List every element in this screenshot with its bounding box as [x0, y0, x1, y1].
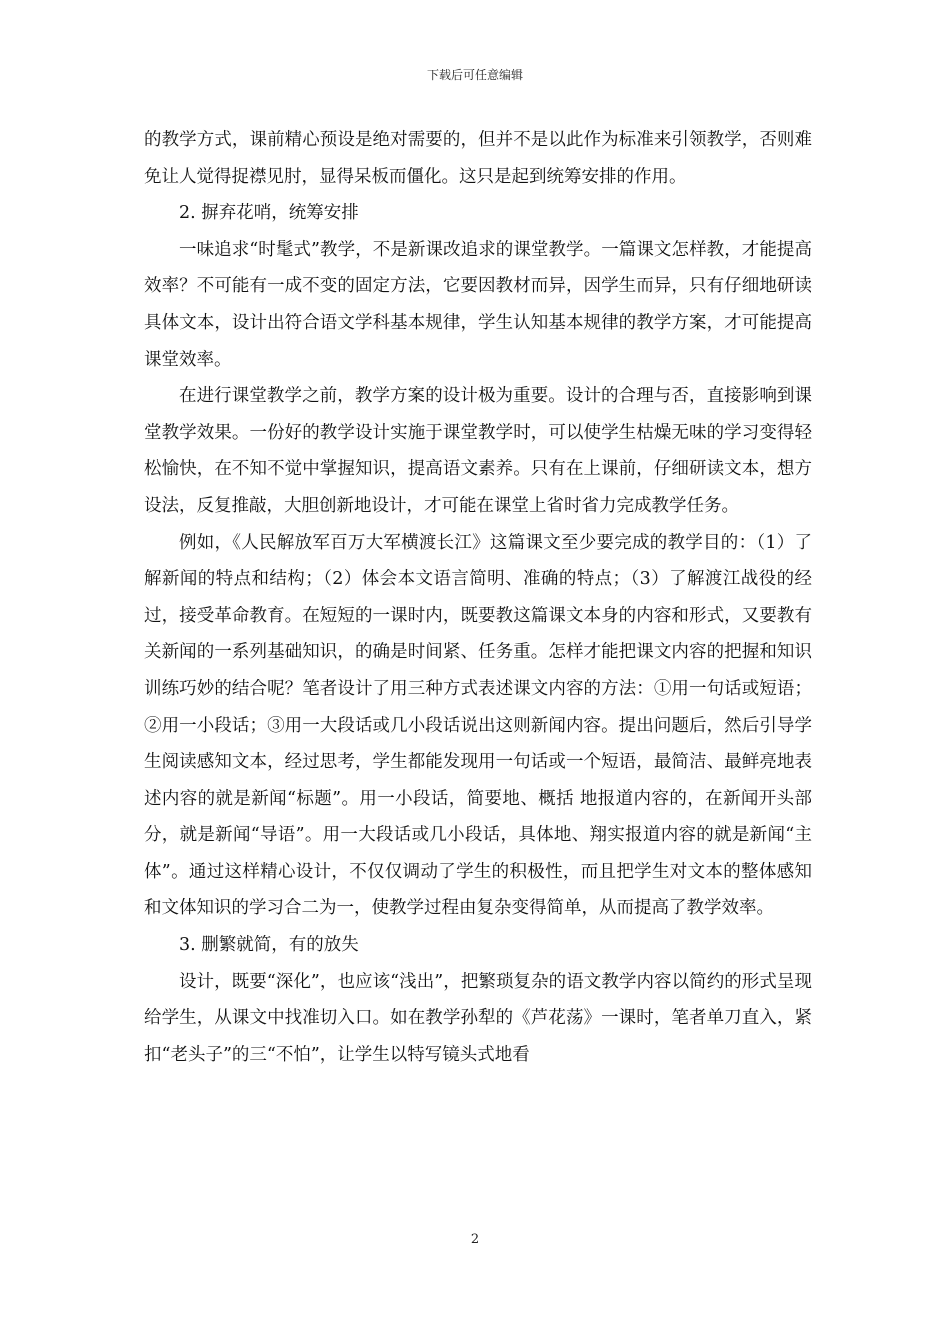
section-heading-3: 3. 删繁就简，有的放失: [179, 935, 359, 956]
paragraph: 一味追求“时髦式”教学，不是新课改追求的课堂教学。一篇课文怎样教，才能提高效率？不可能有一成不变的固定方法，它要因教材而异，因学生而异，只有仔细地研读具体文本，设计出符合语文学科基本规律，学生认知基本规律的教学方案，才可能提高课堂效率。: [144, 239, 812, 370]
document-body: [144, 122, 812, 1073]
paragraph: 在进行课堂教学之前，教学方案的设计极为重要。设计的合理与否，直接影响到课堂教学效果。一份好的教学设计实施于课堂教学时，可以使学生枯燥无味的学习变得轻松愉快，在不知不觉中掌握知识，提高语文素养。只有在上课前，仔细研读文本，想方设法，反复推敲，大胆创新地设计，才可能在课堂上省时省力完成教学任务。: [144, 386, 812, 516]
page-header: 下载后可任意编辑: [426, 68, 523, 82]
section-heading-2: 2. 摒弃花哨，统筹安排: [179, 203, 359, 224]
paragraph: 例如，《人民解放军百万大军横渡长江》这篇课文至少要完成的教学目的：（1）了解新闻的特点和结构；（2）体会本文语言简明、准确的特点；（3）了解渡江战役的经过，接受革命教育。在短短的一课时内，既要教这篇课文本身的内容和形式，又要教有关新闻的一系列基础知识，的确是时间紧、任务重。怎样才能把课文内容的把握和知识训练巧妙的结合呢？笔者设计了用三种方式表述课文内容的方法：①用一句话或短语；②用一小段话；③用一大段话或几小段话说出这则新闻内容。提出问题后，然后引导学生阅读感知文本，经过思考，学生都能发现用一句话或一个短语，最简洁、最鲜亮地表述内容的就是新闻“标题”。用一小段话，简要地、概括 地报道内容的，在新闻开头部分，就是新闻“导语”。用一大段话或几小段话，具体地、翔实报道内容的就是新闻“主体”。通过这样精心设计，不仅仅调动了学生的积极性，而且把学生对文本的整体感知和文体知识的学习合二为一，使教学过程由复杂变得简单，从而提高了教学效率。: [144, 532, 812, 919]
paragraph-continued: 的教学方式，课前精心预设是绝对需要的，但并不是以此作为标准来引领教学，否则难免让人觉得捉襟见肘，显得呆板而僵化。这只是起到统筹安排的作用。: [144, 130, 812, 187]
paragraph: 设计，既要“深化”，也应该“浅出”，把繁琐复杂的语文教学内容以简约的形式呈现给学生，从课文中找准切入口。如在教学孙犁的《芦花荡》一课时，笔者单刀直入，紧扣“老头子”的三“不怕”，让学生以特写镜头式地看: [144, 971, 812, 1065]
page-number: 2: [470, 1232, 480, 1247]
